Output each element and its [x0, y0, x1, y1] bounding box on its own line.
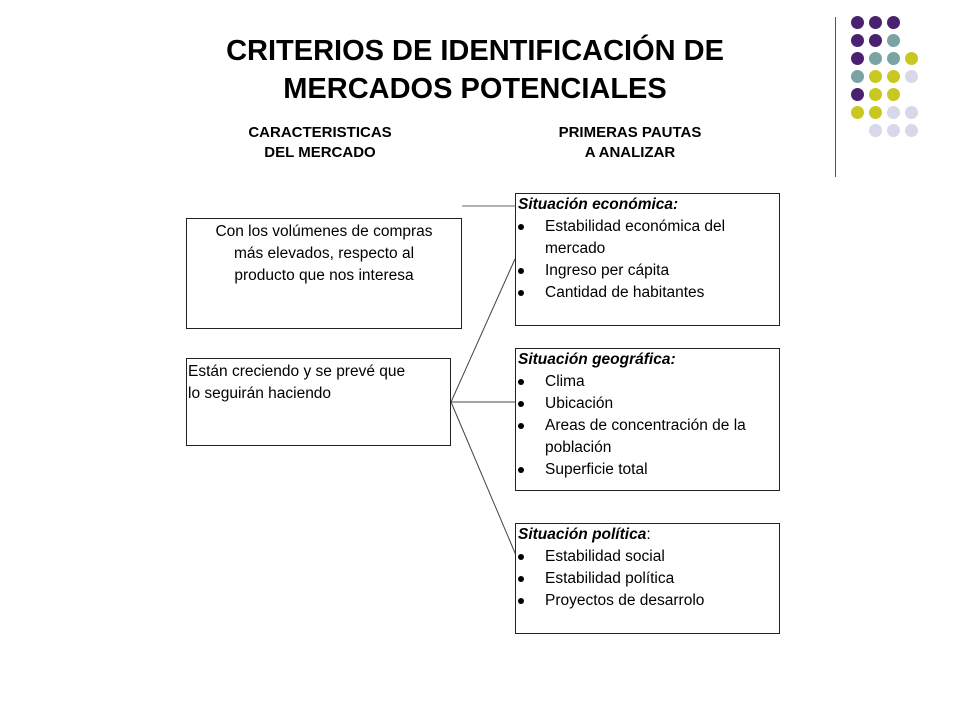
list-item-text: Clima — [545, 373, 585, 390]
bullet-icon — [518, 554, 524, 560]
title-line-2: MERCADOS POTENCIALES — [283, 73, 667, 105]
list-item-text: Estabilidad económica del mercado — [545, 218, 726, 257]
list-item-text: Estabilidad política — [545, 570, 675, 587]
bullet-icon — [518, 379, 524, 385]
list-item — [516, 590, 779, 612]
list-item-text: Ubicación — [545, 395, 614, 412]
guideline-title — [516, 524, 779, 546]
guideline-list — [516, 546, 779, 612]
bullet-icon — [518, 576, 524, 582]
bullet-icon — [518, 268, 524, 274]
list-item-text: Estabilidad social — [545, 548, 665, 565]
connector-growth-political — [451, 402, 518, 560]
title-line-1: CRITERIOS DE IDENTIFICACIÓN DE — [226, 35, 724, 67]
characteristic-line: producto que nos interesa — [234, 267, 414, 284]
guideline-box-political — [515, 523, 780, 634]
bullet-icon — [518, 423, 524, 429]
bullet-icon — [518, 224, 524, 230]
bullet-icon — [518, 290, 524, 296]
list-item — [516, 216, 779, 260]
guideline-box-geographic — [515, 348, 780, 491]
column-header-line-2: A ANALIZAR — [584, 144, 676, 161]
bullet-icon — [518, 467, 524, 473]
list-item — [516, 371, 779, 393]
bullet-icon — [518, 401, 524, 407]
list-item-text: Ingreso per cápita — [545, 262, 670, 279]
guideline-title-colon: : — [646, 526, 651, 543]
characteristic-line: más elevados, respecto al — [233, 245, 415, 262]
list-item — [516, 568, 779, 590]
characteristic-box-growth — [186, 358, 451, 446]
list-item — [516, 260, 779, 282]
characteristic-line: lo seguirán haciendo — [188, 385, 332, 402]
list-item-text: Proyectos de desarrolo — [545, 592, 705, 609]
list-item — [516, 415, 779, 459]
column-header-line-2: DEL MERCADO — [264, 144, 376, 161]
list-item-text: Cantidad de habitantes — [545, 284, 705, 301]
characteristic-line: Están creciendo y se prevé que — [188, 363, 406, 380]
guideline-title-text: Situación política — [518, 526, 647, 543]
guideline-list — [516, 371, 779, 481]
column-header-line-1: PRIMERAS PAUTAS — [558, 124, 702, 141]
guideline-title: Situación económica: — [518, 196, 679, 213]
list-item-text: Superficie total — [545, 461, 648, 478]
guideline-box-economic — [515, 193, 780, 326]
column-header-line-1: CARACTERISTICAS — [248, 124, 392, 141]
characteristic-box-volume — [186, 218, 462, 329]
list-item — [516, 282, 779, 304]
list-item — [516, 393, 779, 415]
list-item-text: Areas de concentración de la población — [545, 417, 746, 456]
list-item — [516, 546, 779, 568]
guideline-list — [516, 216, 779, 304]
bullet-icon — [518, 598, 524, 604]
guideline-title: Situación geográfica: — [518, 351, 676, 368]
characteristic-line: Con los volúmenes de compras — [215, 223, 433, 240]
list-item — [516, 459, 779, 481]
